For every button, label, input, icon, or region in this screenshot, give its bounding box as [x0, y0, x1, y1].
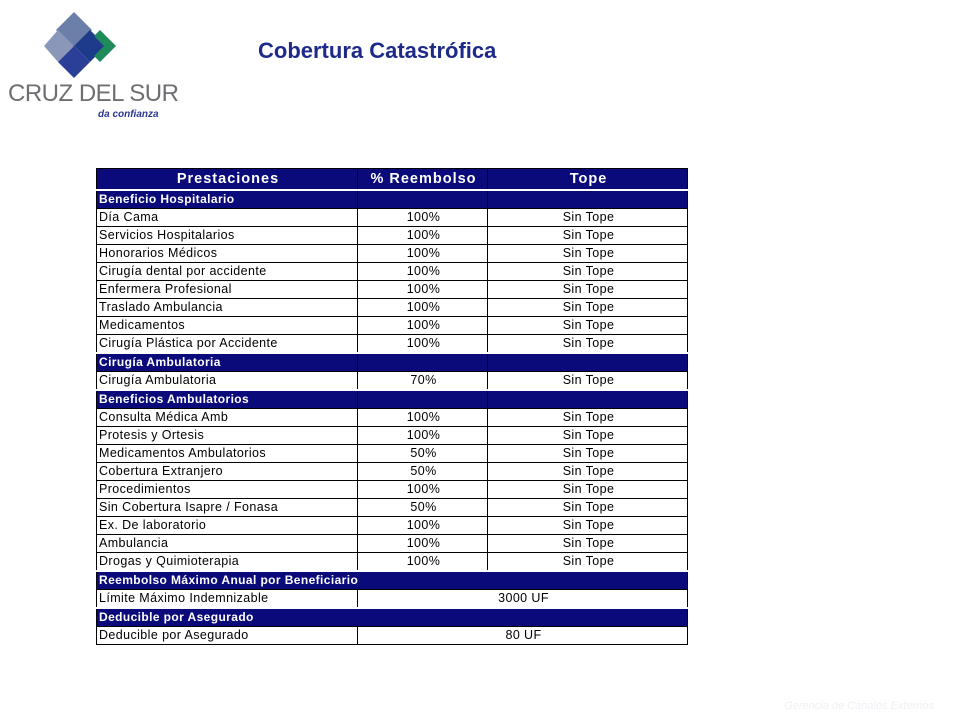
prestacion-cell: Medicamentos	[97, 317, 358, 335]
prestacion-cell: Ambulancia	[97, 535, 358, 553]
table-row	[97, 299, 688, 317]
tope-cell: Sin Tope	[488, 245, 688, 263]
section-empty-cell	[358, 390, 488, 409]
table-row	[97, 263, 688, 281]
table-row	[97, 209, 688, 227]
prestacion-cell: Protesis y Ortesis	[97, 427, 358, 445]
prestacion-cell: Cirugía Ambulatoria	[97, 372, 358, 391]
prestacion-cell: Procedimientos	[97, 481, 358, 499]
table-row	[97, 227, 688, 245]
section-empty-cell	[488, 390, 688, 409]
table-row	[97, 445, 688, 463]
tope-cell: Sin Tope	[488, 409, 688, 427]
logo-wordmark: CRUZ DEL SUR	[8, 80, 179, 107]
tope-cell: Sin Tope	[488, 227, 688, 245]
header-tope: Tope	[488, 169, 688, 191]
section-header-row	[97, 353, 688, 372]
section-empty-cell	[488, 353, 688, 372]
section-title: Cirugía Ambulatoria	[97, 353, 358, 372]
table-row	[97, 372, 688, 391]
table-row	[97, 535, 688, 553]
prestacion-cell: Honorarios Médicos	[97, 245, 358, 263]
header-reembolso: % Reembolso	[358, 169, 488, 191]
reembolso-cell: 100%	[358, 409, 488, 427]
table-row	[97, 553, 688, 572]
tope-cell: Sin Tope	[488, 499, 688, 517]
section-empty-cell	[358, 353, 488, 372]
tope-cell: Sin Tope	[488, 427, 688, 445]
tope-cell: Sin Tope	[488, 481, 688, 499]
prestacion-cell: Sin Cobertura Isapre / Fonasa	[97, 499, 358, 517]
table-row	[97, 335, 688, 354]
prestacion-cell: Límite Máximo Indemnizable	[97, 590, 358, 609]
prestacion-cell: Medicamentos Ambulatorios	[97, 445, 358, 463]
header-prestaciones: Prestaciones	[97, 169, 358, 191]
prestacion-cell: Cobertura Extranjero	[97, 463, 358, 481]
table-row	[97, 317, 688, 335]
table-header-row	[97, 169, 688, 191]
table-row	[97, 281, 688, 299]
value-cell: 3000 UF	[358, 590, 688, 609]
tope-cell: Sin Tope	[488, 535, 688, 553]
tope-cell: Sin Tope	[488, 553, 688, 572]
tope-cell: Sin Tope	[488, 263, 688, 281]
reembolso-cell: 100%	[358, 427, 488, 445]
tope-cell: Sin Tope	[488, 445, 688, 463]
prestacion-cell: Servicios Hospitalarios	[97, 227, 358, 245]
reembolso-cell: 100%	[358, 317, 488, 335]
footer-text: Gerencia de Canales Externos	[784, 700, 934, 712]
cruz-del-sur-logo-icon	[44, 10, 124, 80]
section-empty-cell	[488, 190, 688, 209]
prestacion-cell: Día Cama	[97, 209, 358, 227]
section-header-row	[97, 571, 688, 590]
logo-tagline: da confianza	[98, 109, 159, 120]
page-title: Cobertura Catastrófica	[258, 38, 497, 63]
value-cell: 80 UF	[358, 627, 688, 645]
tope-cell: Sin Tope	[488, 517, 688, 535]
table-row	[97, 463, 688, 481]
reembolso-cell: 100%	[358, 553, 488, 572]
prestacion-cell: Deducible por Asegurado	[97, 627, 358, 645]
prestacion-cell: Consulta Médica Amb	[97, 409, 358, 427]
table-row	[97, 627, 688, 645]
tope-cell: Sin Tope	[488, 463, 688, 481]
reembolso-cell: 50%	[358, 445, 488, 463]
reembolso-cell: 70%	[358, 372, 488, 391]
tope-cell: Sin Tope	[488, 335, 688, 354]
section-header-row	[97, 608, 688, 627]
section-title: Reembolso Máximo Anual por Beneficiario	[97, 571, 688, 590]
reembolso-cell: 100%	[358, 227, 488, 245]
prestacion-cell: Traslado Ambulancia	[97, 299, 358, 317]
reembolso-cell: 100%	[358, 299, 488, 317]
reembolso-cell: 100%	[358, 209, 488, 227]
table-row	[97, 499, 688, 517]
tope-cell: Sin Tope	[488, 372, 688, 391]
section-title: Beneficios Ambulatorios	[97, 390, 358, 409]
tope-cell: Sin Tope	[488, 299, 688, 317]
reembolso-cell: 100%	[358, 335, 488, 354]
section-title: Deducible por Asegurado	[97, 608, 688, 627]
section-header-row	[97, 390, 688, 409]
reembolso-cell: 100%	[358, 245, 488, 263]
section-header-row	[97, 190, 688, 209]
company-logo	[6, 10, 179, 120]
table-row	[97, 245, 688, 263]
reembolso-cell: 100%	[358, 263, 488, 281]
tope-cell: Sin Tope	[488, 209, 688, 227]
prestacion-cell: Cirugía dental por accidente	[97, 263, 358, 281]
table-row	[97, 517, 688, 535]
section-empty-cell	[358, 190, 488, 209]
reembolso-cell: 100%	[358, 535, 488, 553]
tope-cell: Sin Tope	[488, 281, 688, 299]
prestacion-cell: Ex. De laboratorio	[97, 517, 358, 535]
prestacion-cell: Enfermera Profesional	[97, 281, 358, 299]
prestacion-cell: Drogas y Quimioterapia	[97, 553, 358, 572]
prestacion-cell: Cirugía Plástica por Accidente	[97, 335, 358, 354]
section-title: Beneficio Hospitalario	[97, 190, 358, 209]
table-row	[97, 427, 688, 445]
table-row	[97, 481, 688, 499]
tope-cell: Sin Tope	[488, 317, 688, 335]
reembolso-cell: 50%	[358, 463, 488, 481]
reembolso-cell: 50%	[358, 499, 488, 517]
reembolso-cell: 100%	[358, 517, 488, 535]
table-row	[97, 409, 688, 427]
reembolso-cell: 100%	[358, 481, 488, 499]
coverage-table	[96, 168, 688, 645]
table-row	[97, 590, 688, 609]
reembolso-cell: 100%	[358, 281, 488, 299]
